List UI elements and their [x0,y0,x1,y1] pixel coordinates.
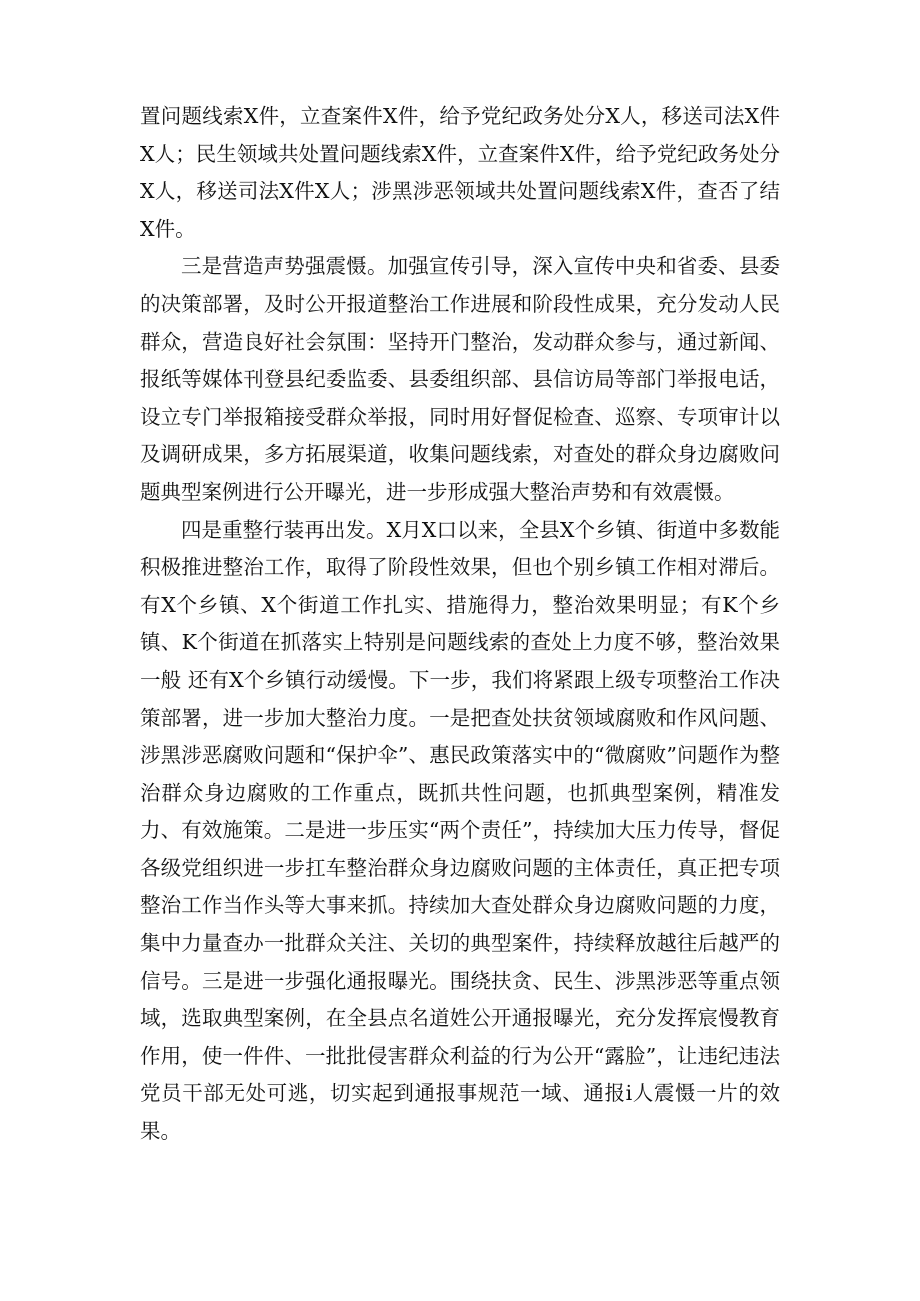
paragraph-1: 置问题线索X件，立查案件X件，给予党纪政务处分X人，移送司法X件X人；民生领域共处置问题线索X件，立查案件X件，给予党纪政务处分X人，移送司法X件X人；涉黑涉恶领域共处置问题线索X件，查否了结X件。 [140,104,780,241]
paragraph-3: 四是重整行装再出发。X月X口以来，全县X个乡镇、街道中多数能积极推进整治工作，取得了阶段性效果，但也个别乡镇工作相对滞后。有X个乡镇、X个街道工作扎实、措施得力，整治效果明显；有K个乡镇、K个街道在抓落实上特别是问题线索的查处上力度不够，整治效果一般 还有X个乡镇行动缓慢。下一步，我们将紧跟上级专项整治工作决策部署，进一步加大整治力度。一是把查处扶贫领域腐败和作风问题、涉黑涉恶腐败问题和“保护伞”、惠民政策落实中的“微腐败”问题作为整治群众身边腐败的工作重点，既抓共性问题，也抓典型案例，精准发力、有效施策。二是进一步压实“两个责任”，持续加大压力传导，督促各级党组织进一步扛车整治群众身边腐败问题的主体责任，真正把专项整治工作当作头等大事来抓。持续加大查处群众身边腐败问题的力度，集中力量查办一批群众关注、关切的典型案件，持续释放越往后越严的信号。三是进一步强化通报曝光。围绕扶贪、民生、涉黑涉恶等重点领域，选取典型案例，在全县点名道姓公开通报曝光，充分发挥宸慢教育作用，使一件件、一批批侵害群众利益的行为公开“露脸”，让违纪违法党员干部无处可逃，切实起到通报事规范一域、通报i人震慑一片的效果。 [140,517,780,1144]
paragraph-2: 三是营造声势强震慑。加强宣传引导，深入宣传中央和省委、县委的决策部署，及时公开报道整治工作进展和阶段性成果，充分发动人民群众，营造良好社会氛围：坚持开门整治，发动群众参与，通过新闻、报纸等媒体刊登县纪委监委、县委组织部、县信访局等部门举报电话，设立专门举报箱接受群众举报，同时用好督促检查、巡察、专项审计以及调研成果，多方拓展渠道，收集问题线索，对查处的群众身边腐败问题典型案例进行公开曝光，进一步形成强大整治声势和有效震慑。 [140,254,780,504]
document-body [140,98,780,1151]
